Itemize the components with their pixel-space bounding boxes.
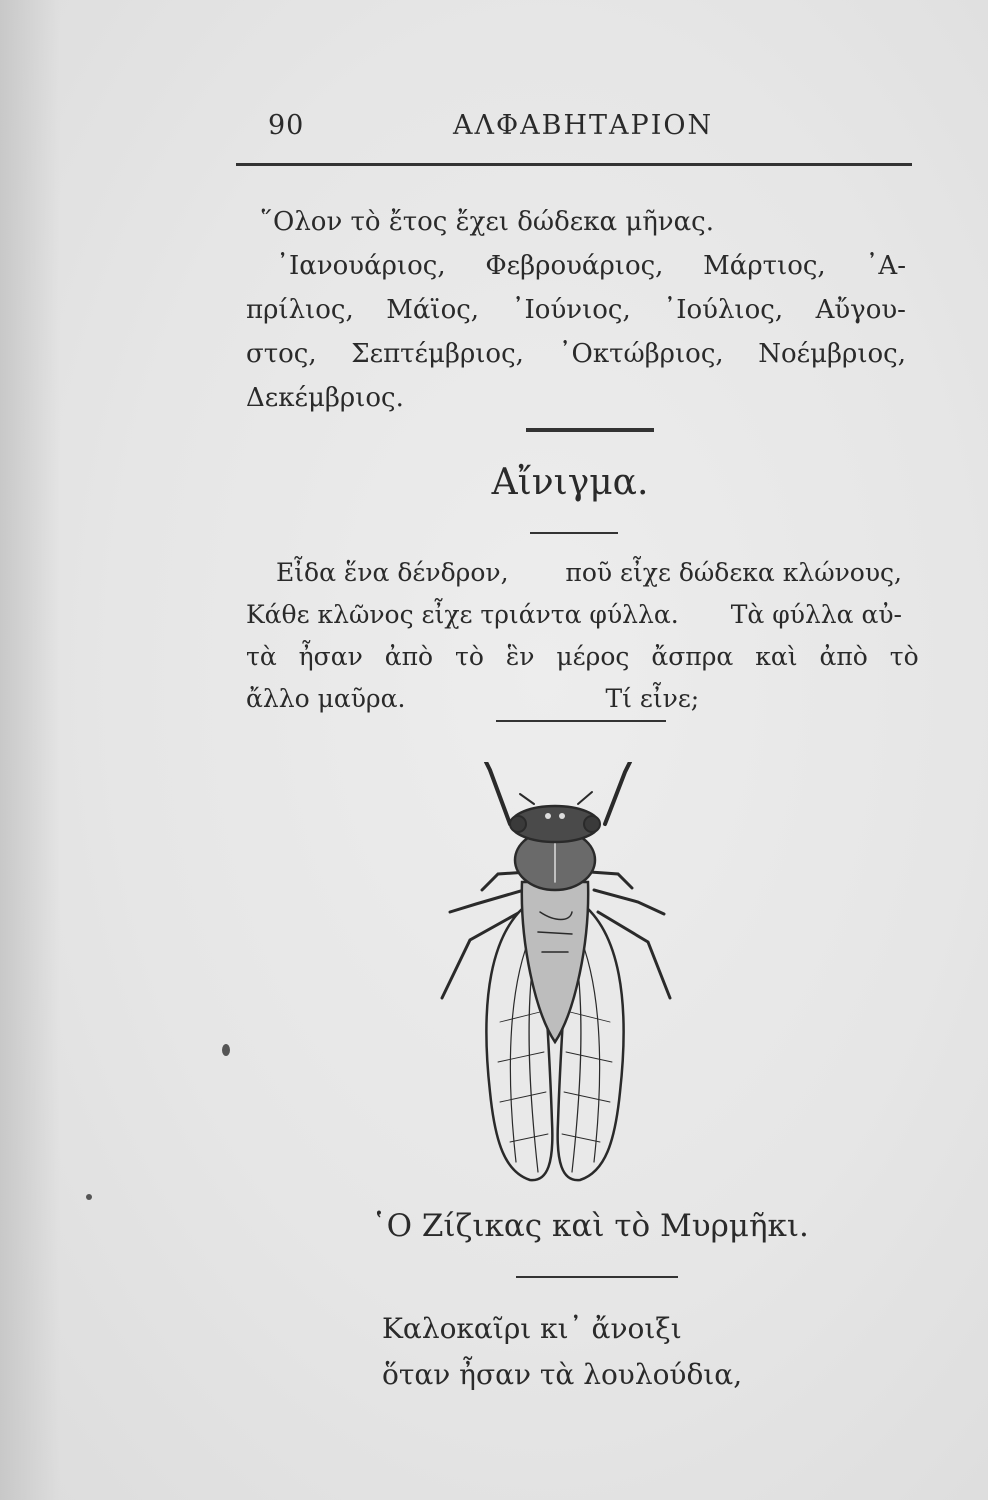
- section-divider: [526, 428, 654, 432]
- months-line: [246, 376, 906, 420]
- riddle-text: Εἶδα ἕνα δένδρον,: [276, 558, 509, 587]
- title-rule: [516, 1276, 678, 1278]
- fable-verse: [382, 1306, 802, 1398]
- months-line: [246, 244, 906, 288]
- riddle-line: [246, 594, 902, 636]
- month-word: ᾿Ιανουάριος,: [276, 251, 446, 281]
- title-rule: [530, 532, 618, 534]
- month-word: Μάϊος,: [386, 295, 480, 325]
- page-header: [268, 110, 908, 156]
- month-word: Μάρτιος,: [703, 251, 826, 281]
- cicada-illustration: [420, 762, 690, 1192]
- month-word: πρίλιος,: [246, 295, 354, 325]
- month-word: ᾿Ιούλιος,: [663, 295, 784, 325]
- verse-text: Καλοκαῖρι κι᾿ ἄνοιξι: [382, 1312, 682, 1345]
- running-title: ΑΛΦΑΒΗΤΑΡΙΟΝ: [453, 110, 714, 141]
- verse-line: [382, 1306, 802, 1352]
- riddle-text: Τὰ φύλλα αὐ-: [730, 600, 902, 629]
- month-word: στος,: [246, 339, 317, 369]
- riddle-text: Κάθε κλῶνος εἶχε τριάντα φύλλα.: [246, 600, 679, 629]
- ink-blot: [222, 1044, 230, 1056]
- month-word: ᾿Α-: [865, 251, 906, 281]
- months-text: ῞Ολον τὸ ἔτος ἔχει δώδεκα μῆνας.: [260, 207, 714, 237]
- riddle-paragraph: [246, 552, 919, 720]
- month-word: Νοέμβριος,: [758, 339, 906, 369]
- month-word: ᾿Οκτώβριος,: [558, 339, 724, 369]
- section-divider: [496, 720, 666, 722]
- riddle-line: [246, 552, 902, 594]
- months-paragraph: [246, 200, 906, 420]
- riddle-text: ποῦ εἶχε δώδεκα κλώνους,: [565, 558, 902, 587]
- fable-title: ῾Ο Ζίζικας καὶ τὸ Μυρμῆκι.: [371, 1208, 809, 1244]
- riddle-line: [246, 636, 919, 678]
- month-word: Αὔγου-: [815, 295, 906, 325]
- page-number: 90: [268, 110, 305, 141]
- verse-line: [382, 1352, 802, 1398]
- riddle-text: τὰ ἦσαν ἀπὸ τὸ ἓν μέρος ἄσπρα καὶ ἀπὸ τὸ: [246, 642, 919, 671]
- months-line: [246, 332, 906, 376]
- month-word: ᾿Ιούνιος,: [511, 295, 631, 325]
- months-line: [246, 288, 906, 332]
- riddle-question: Τί εἶνε;: [605, 684, 700, 713]
- riddle-text: ἄλλο μαῦρα.: [246, 684, 406, 713]
- month-word: Φεβρουάριος,: [485, 251, 664, 281]
- ink-blot: [86, 1194, 92, 1200]
- verse-text: ὅταν ἦσαν τὰ λουλούδια,: [382, 1358, 743, 1391]
- header-rule: [236, 163, 912, 166]
- month-word: Σεπτέμβριος,: [351, 339, 524, 369]
- months-line: [246, 200, 906, 244]
- month-word: Δεκέμβριος.: [246, 383, 404, 413]
- riddle-title: Αἴνιγμα.: [491, 462, 649, 503]
- riddle-line: [246, 678, 902, 720]
- page-shadow-edge: [0, 0, 60, 1500]
